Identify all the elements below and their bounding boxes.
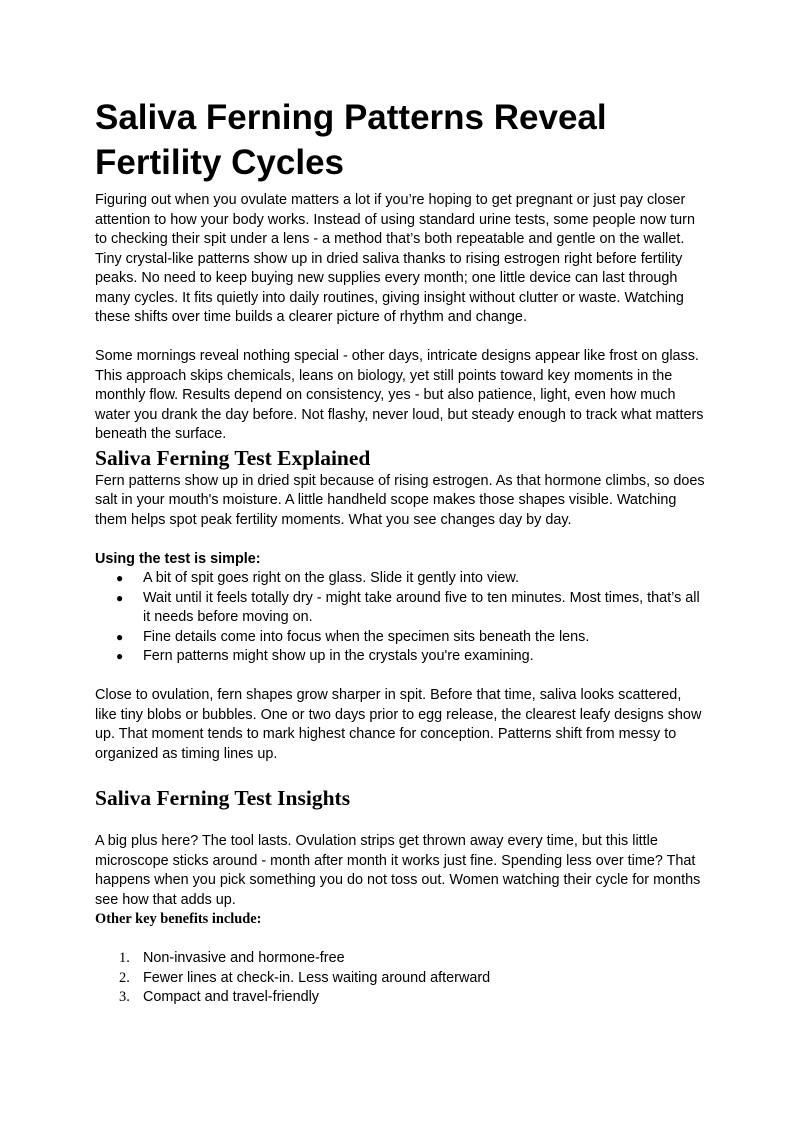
steps-list <box>95 569 705 667</box>
bullet-icon: ● <box>116 649 124 663</box>
list-item-text: Fewer lines at check-in. Less waiting around afterward <box>143 969 491 986</box>
explained-paragraph-1: Fern patterns show up in dried spit because of rising estrogen. As that hormone climbs, so does salt in your mouth's moisture. A little handheld scope makes those shapes visible. Watching them helps spot peak fertility moments. What you see changes day by day. <box>95 472 705 528</box>
list-item <box>95 988 705 1008</box>
spacer <box>95 667 705 687</box>
list-number: 3. <box>119 989 130 1005</box>
list-item <box>95 569 705 589</box>
spacer <box>95 328 705 348</box>
list-item <box>95 969 705 989</box>
document-page <box>95 95 705 1008</box>
list-item <box>95 589 705 628</box>
benefits-label: Other key benefits include: <box>95 911 262 927</box>
section-heading-explained: Saliva Ferning Test Explained <box>95 445 371 470</box>
intro-paragraph-2: Some mornings reveal nothing special - other days, intricate designs appear like frost on glass. This approach skips chemicals, leans on biology, yet still points toward key moments in the monthly flow. Results depend on consistency, yes - but also patience, light, even how much water you drank the day before. Not flashy, never loud, but steady enough to track what matters beneath the surface. <box>95 348 704 442</box>
spacer <box>95 930 705 950</box>
list-item <box>95 647 705 667</box>
benefits-list <box>95 949 705 1008</box>
list-item-text: Non-invasive and hormone-free <box>143 950 345 966</box>
steps-label: Using the test is simple: <box>95 550 261 567</box>
insights-paragraph-1: A big plus here? The tool lasts. Ovulation strips get thrown away every time, but this little microscope sticks around - month after month it works just fine. Spending less over time? That happens when you pick something you do not toss out. Women watching their cycle for months see how that adds up. <box>95 833 701 908</box>
bullet-icon: ● <box>116 571 124 585</box>
list-item <box>95 628 705 648</box>
section-heading-insights: Saliva Ferning Test Insights <box>95 786 351 810</box>
intro-paragraph-1: Figuring out when you ovulate matters a lot if you’re hoping to get pregnant or just pay closer attention to how your body works. Instead of using standard urine tests, some people now turn to checking their spit under a lens - a method that’s both repeatable and gentle on the wallet. Tiny crystal-like patterns show up in dried saliva thanks to rising estrogen right before fertility peaks. No need to keep buying new supplies every month; one little device can last through many cycles. It fits quietly into daily routines, giving insight without clutter or waste. Watching these shifts over time builds a clearer picture of rhythm and change. <box>95 192 695 325</box>
list-item <box>95 949 705 969</box>
list-number: 1. <box>119 950 130 966</box>
page-title: Saliva Ferning Patterns Reveal Fertility Cycles <box>95 98 607 182</box>
bullet-icon: ● <box>116 590 124 605</box>
bullet-icon: ● <box>116 629 124 644</box>
spacer <box>95 530 705 550</box>
list-item-text: Fine details come into focus when the specimen sits beneath the lens. <box>143 628 590 645</box>
list-number: 2. <box>119 969 130 986</box>
list-item-text: Fern patterns might show up in the crystals you're examining. <box>143 648 534 664</box>
list-item-text: A bit of spit goes right on the glass. Slide it gently into view. <box>143 570 519 586</box>
explained-paragraph-2: Close to ovulation, fern shapes grow sharper in spit. Before that time, saliva looks scattered, like tiny blobs or bubbles. One or two days prior to egg release, the clearest leafy designs show up. That moment tends to mark highest chance for conception. Patterns shift from messy to organized as timing lines up. <box>95 687 702 762</box>
list-item-text: Compact and travel-friendly <box>143 989 319 1005</box>
list-item-text: Wait until it feels totally dry - might take around five to ten minutes. Most times, that’s all it needs before moving on. <box>143 589 700 625</box>
